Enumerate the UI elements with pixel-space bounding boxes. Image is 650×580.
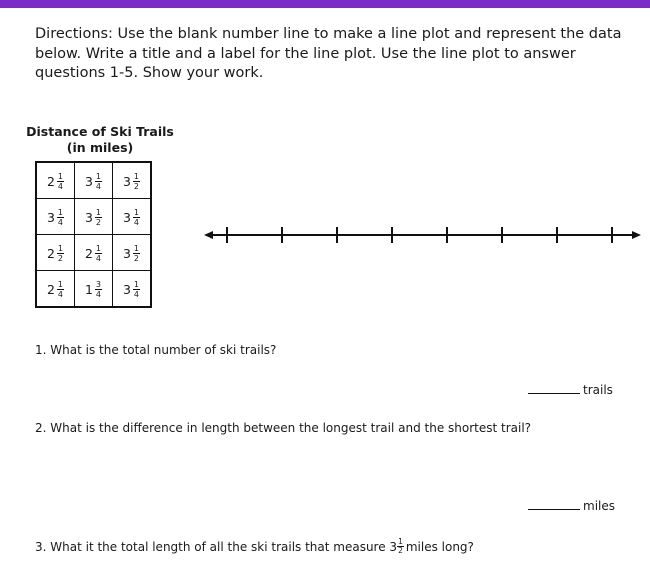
fraction-numerator: 3 [95, 279, 102, 289]
mixed-number-fraction [133, 244, 140, 263]
mixed-number-whole: 2 [46, 281, 55, 297]
ski-trail-data-table [35, 161, 152, 308]
fraction-denominator: 4 [133, 217, 140, 227]
mixed-number-whole: 1 [84, 281, 93, 297]
fraction-denominator: 4 [95, 253, 102, 263]
fraction-numerator: 1 [95, 207, 102, 217]
question-3-fraction-num: 1 [398, 537, 403, 546]
mixed-number-whole: 3 [84, 209, 93, 225]
mixed-number-fraction [57, 208, 64, 227]
table-cell [113, 162, 152, 199]
fraction-denominator: 4 [57, 217, 64, 227]
fraction-denominator: 4 [95, 289, 102, 299]
mixed-number-fraction [133, 208, 140, 227]
table-cell [75, 235, 113, 271]
mixed-number-whole: 3 [84, 173, 93, 189]
mixed-number [85, 280, 102, 299]
table-cell [36, 162, 75, 199]
top-color-bar [0, 0, 650, 8]
mixed-number-whole: 2 [46, 245, 55, 261]
table-cell [36, 271, 75, 308]
mixed-number [85, 244, 102, 263]
mixed-number-whole: 3 [122, 173, 131, 189]
table-cell [75, 162, 113, 199]
question-2: 2. What is the difference in length between the longest trail and the shortest trail? [35, 421, 532, 435]
mixed-number-whole: 3 [122, 245, 131, 261]
fraction-denominator: 2 [133, 253, 140, 263]
answer-blank-1[interactable] [528, 383, 613, 397]
table-row [36, 199, 151, 235]
fraction-numerator: 1 [133, 279, 140, 289]
mixed-number [85, 208, 102, 227]
fraction-denominator: 4 [95, 181, 102, 191]
table-cell [113, 199, 152, 235]
table-cell [36, 199, 75, 235]
directions-text: Directions: Use the blank number line to make a line plot and represent the data below. Write a title and a label for the line plot. Use the line plot to answer questions 1-5. Show your work. [35, 26, 622, 81]
table-title [20, 124, 180, 156]
mixed-number [123, 172, 140, 191]
question-3-fraction [397, 538, 404, 555]
mixed-number-fraction [95, 172, 102, 191]
table-cell [75, 199, 113, 235]
mixed-number-whole: 2 [84, 245, 93, 261]
number-line-left-arrow [204, 231, 213, 239]
table-row [36, 271, 151, 308]
fraction-denominator: 4 [133, 289, 140, 299]
question-3-fraction-den: 2 [398, 546, 403, 555]
answer-2-line[interactable] [528, 509, 580, 510]
answer-blank-2[interactable] [528, 499, 615, 513]
fraction-numerator: 1 [95, 243, 102, 253]
mixed-number [123, 244, 140, 263]
mixed-number-fraction [57, 244, 64, 263]
fraction-denominator: 4 [57, 181, 64, 191]
mixed-number-whole: 3 [122, 209, 131, 225]
mixed-number-whole: 3 [122, 281, 131, 297]
fraction-numerator: 1 [133, 243, 140, 253]
fraction-numerator: 1 [57, 207, 64, 217]
table-row [36, 162, 151, 199]
fraction-numerator: 1 [133, 207, 140, 217]
mixed-number-fraction [57, 280, 64, 299]
question-3-suffix: miles long? [405, 539, 474, 554]
question-3 [35, 538, 474, 555]
fraction-numerator: 1 [95, 171, 102, 181]
mixed-number [123, 280, 140, 299]
table-title-line2: (in miles) [66, 140, 134, 155]
mixed-number [123, 208, 140, 227]
mixed-number-fraction [133, 280, 140, 299]
question-3-prefix: 3. What it the total length of all the ski trails that measure 3 [35, 539, 398, 554]
table-cell [75, 271, 113, 308]
mixed-number [47, 208, 64, 227]
fraction-numerator: 1 [57, 171, 64, 181]
mixed-number-fraction [95, 244, 102, 263]
mixed-number-fraction [95, 208, 102, 227]
answer-2-unit: miles [583, 499, 615, 513]
number-line-right-arrow [632, 231, 641, 239]
table-row [36, 235, 151, 271]
fraction-numerator: 1 [57, 243, 64, 253]
mixed-number [47, 244, 64, 263]
mixed-number-fraction [95, 280, 102, 299]
answer-1-unit: trails [583, 383, 613, 397]
fraction-denominator: 2 [95, 217, 102, 227]
fraction-denominator: 2 [57, 253, 64, 263]
mixed-number [85, 172, 102, 191]
blank-number-line [200, 220, 645, 250]
question-1: 1. What is the total number of ski trails? [35, 343, 277, 357]
table-cell [36, 235, 75, 271]
table-cell [113, 271, 152, 308]
mixed-number-whole: 2 [46, 173, 55, 189]
mixed-number-whole: 3 [46, 209, 55, 225]
fraction-numerator: 1 [133, 171, 140, 181]
fraction-denominator: 4 [57, 289, 64, 299]
mixed-number [47, 280, 64, 299]
mixed-number [47, 172, 64, 191]
fraction-numerator: 1 [57, 279, 64, 289]
fraction-denominator: 2 [133, 181, 140, 191]
answer-1-line[interactable] [528, 393, 580, 394]
mixed-number-fraction [57, 172, 64, 191]
table-cell [113, 235, 152, 271]
mixed-number-fraction [133, 172, 140, 191]
table-title-line1: Distance of Ski Trails [26, 124, 174, 139]
